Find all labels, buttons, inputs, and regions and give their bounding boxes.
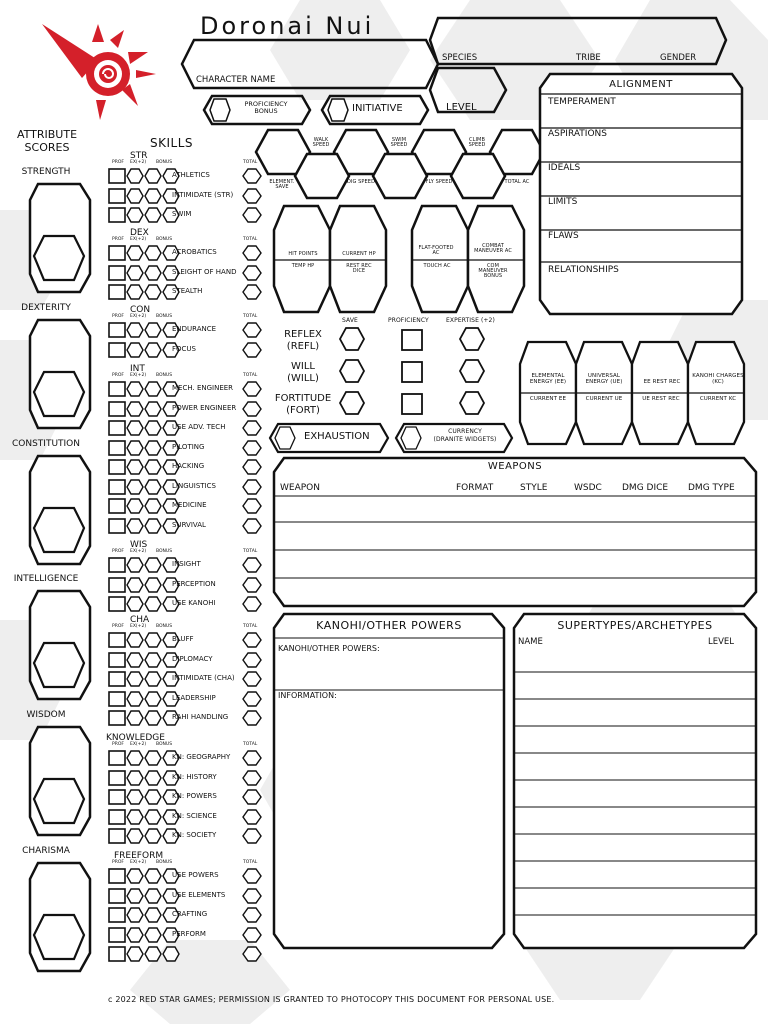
- sheet-title: Doronai Nui: [200, 12, 375, 40]
- skill-label: PERFORM: [172, 929, 206, 938]
- skill-group-0: STR: [130, 151, 148, 161]
- skill-label: KN: SCIENCE: [172, 811, 217, 820]
- skill-label: USE POWERS: [172, 871, 219, 879]
- skill-label: ATHLETICS: [172, 171, 210, 179]
- skill-col-col_ex-5: EX(+2): [130, 624, 147, 629]
- information-label: INFORMATION:: [278, 691, 337, 700]
- weapon-col-5: DMG TYPE: [688, 483, 735, 493]
- skill-col-col_prof-7: PROF: [112, 860, 124, 865]
- temp-hp-label: TEMP HP: [291, 263, 315, 269]
- energy-hexes: [518, 340, 750, 448]
- touch-ac-label: TOUCH AC: [423, 263, 451, 269]
- skill-label: PERCEPTION: [172, 579, 216, 588]
- skill-col-total-0: TOTAL: [243, 160, 258, 165]
- attribute-label-2: CONSTITUTION: [11, 439, 81, 449]
- skill-col-total-7: TOTAL: [243, 860, 258, 865]
- reflex-abbr: (REFL): [286, 341, 320, 352]
- skill-group-1: DEX: [130, 228, 149, 238]
- attribute-score-box-3[interactable]: [28, 589, 92, 701]
- speed-hexes: [254, 124, 544, 204]
- skill-group-6: KNOWLEDGE: [106, 733, 165, 743]
- alignment-item-5[interactable]: RELATIONSHIPS: [548, 265, 619, 275]
- attribute-label-3: INTELLIGENCE: [13, 574, 79, 584]
- skill-col-col_ex-2: EX(+2): [130, 314, 147, 319]
- currency-label: CURRENCY: [448, 428, 482, 435]
- skill-col-total-5: TOTAL: [243, 624, 258, 629]
- gender-label: GENDER: [660, 53, 697, 63]
- attribute-score-box-0[interactable]: [28, 182, 92, 294]
- skill-col-col_bonus-7: BONUS: [156, 860, 173, 865]
- supertypes-name-col: NAME: [518, 637, 543, 647]
- kanohi-frame: [272, 612, 506, 950]
- will-label: WILL: [291, 361, 315, 372]
- skill-label: SWIM: [172, 210, 192, 218]
- alignment-item-1[interactable]: ASPIRATIONS: [548, 129, 607, 139]
- skill-group-4: WIS: [130, 540, 148, 550]
- fortitude-label: FORTITUDE: [274, 393, 332, 404]
- weapon-col-2: STYLE: [520, 483, 548, 493]
- skill-label: MECH. ENGINEER: [172, 384, 234, 392]
- skill-label: KN: SOCIETY: [172, 831, 217, 839]
- skill-col-col_ex-1: EX(+2): [130, 237, 147, 242]
- kc-label: KANOHI CHARGES (KC): [692, 373, 744, 385]
- combat-hexes: [272, 204, 542, 316]
- weapons-frame: [272, 456, 758, 608]
- weapon-col-3: WSDC: [574, 483, 602, 493]
- rest-rec-dice-label: REST REC DICE: [346, 263, 372, 274]
- skill-col-col_ex-7: EX(+2): [130, 860, 147, 865]
- element-save-label: ELEMENT. SAVE: [269, 179, 295, 190]
- skills-heading: SKILLS: [150, 136, 194, 150]
- skill-label: DIPLOMACY: [172, 654, 213, 663]
- skill-label: LINGUISTICS: [172, 481, 216, 490]
- attribute-score-box-1[interactable]: [28, 318, 92, 430]
- skill-col-col_ex-0: EX(+2): [130, 160, 147, 165]
- alignment-item-2[interactable]: IDEALS: [548, 163, 581, 173]
- attribute-label-5: CHARISMA: [22, 846, 70, 856]
- expertise-col-label: EXPERTISE (+2): [446, 317, 495, 324]
- current-kc-label: CURRENT KC: [699, 396, 737, 402]
- skill-label: INTIMIDATE (CHA): [172, 674, 235, 682]
- skill-label: FOCUS: [172, 344, 196, 353]
- skill-label: INTIMIDATE (STR): [172, 190, 234, 199]
- supertypes-frame: [512, 612, 758, 950]
- currency-sub-label: (DRANITE WIDGETS): [433, 436, 497, 443]
- ee-rest-label: EE REST REC: [643, 379, 681, 385]
- combat-maneuver-ac-label: COMBAT MANEUVER AC: [474, 243, 512, 254]
- climb-speed-label: CLIMB SPEED: [468, 137, 486, 148]
- skill-col-total-2: TOTAL: [243, 314, 258, 319]
- skill-col-col_bonus-1: BONUS: [156, 237, 173, 242]
- skill-label: STEALTH: [172, 287, 203, 295]
- dig-speed-label: DIG SPEED: [346, 179, 376, 185]
- footer-copyright: c 2022 RED STAR GAMES; PERMISSION IS GRANTED TO PHOTOCOPY THIS DOCUMENT FOR PERSONAL USE.: [108, 995, 555, 1004]
- skill-col-col_ex-6: EX(+2): [130, 742, 147, 747]
- skill-col-col_prof-3: PROF: [112, 373, 124, 378]
- skill-group-3: INT: [130, 364, 145, 374]
- attribute-label-1: DEXTERITY: [21, 303, 71, 313]
- skill-label: KN: GEOGRAPHY: [172, 753, 231, 761]
- skill-label: KN: POWERS: [172, 792, 217, 800]
- skill-col-col_ex-4: EX(+2): [130, 549, 147, 554]
- skill-col-col_bonus-0: BONUS: [156, 160, 173, 165]
- supertypes-heading: SUPERTYPES/ARCHETYPES: [557, 619, 713, 632]
- weapons-heading: WEAPONS: [487, 461, 543, 472]
- save-hexes: [338, 326, 488, 418]
- skill-label: USE ADV. TECH: [172, 423, 226, 431]
- attribute-label-4: WISDOM: [26, 710, 66, 720]
- skill-label: RAHI HANDLING: [172, 713, 229, 721]
- skill-col-col_prof-5: PROF: [112, 624, 124, 629]
- level-label: LEVEL: [446, 102, 477, 113]
- skill-label: SURVIVAL: [172, 520, 206, 529]
- attribute-label-0: STRENGTH: [21, 167, 71, 177]
- skill-col-total-4: TOTAL: [243, 549, 258, 554]
- skill-col-col_ex-3: EX(+2): [130, 373, 147, 378]
- weapon-col-1: FORMAT: [456, 483, 494, 493]
- skill-group-5: CHA: [130, 615, 150, 625]
- skill-col-col_bonus-5: BONUS: [156, 624, 173, 629]
- weapon-col-4: DMG DICE: [622, 483, 669, 493]
- ee-label: ELEMENTAL ENERGY (EE): [529, 373, 567, 385]
- skill-label: CRAFTING: [172, 910, 208, 918]
- skill-label: ACROBATICS: [172, 248, 217, 256]
- proficiency-col-label: PROFICIENCY: [388, 317, 429, 324]
- attribute-scores-heading: ATTRIBUTE SCORES: [16, 128, 78, 155]
- skill-label: USE ELEMENTS: [172, 890, 226, 899]
- attribute-score-box-5[interactable]: [28, 861, 92, 973]
- skill-col-col_prof-2: PROF: [112, 314, 124, 319]
- total-ac-label: TOTAL AC: [504, 179, 530, 185]
- save-col-label: SAVE: [342, 317, 358, 324]
- alignment-item-0[interactable]: TEMPERAMENT: [548, 97, 616, 107]
- character-name-label: CHARACTER NAME: [196, 75, 276, 85]
- skill-label: MEDICINE: [172, 501, 207, 509]
- exhaustion-label: EXHAUSTION: [304, 431, 370, 442]
- ue-label: UNIVERSAL ENERGY (UE): [585, 373, 623, 385]
- skill-col-total-1: TOTAL: [243, 237, 258, 242]
- cm-bonus-label: COM MANEUVER BONUS: [478, 263, 508, 279]
- skill-col-col_prof-6: PROF: [112, 742, 124, 747]
- skill-label: INSIGHT: [172, 560, 201, 568]
- skill-group-2: CON: [130, 305, 151, 315]
- flat-footed-ac-label: FLAT-FOOTED AC: [418, 245, 454, 256]
- supertypes-level-col: LEVEL: [708, 637, 735, 647]
- alignment-item-4[interactable]: FLAWS: [548, 231, 579, 241]
- attribute-score-box-4[interactable]: [28, 725, 92, 837]
- skill-group-7: FREEFORM: [114, 851, 164, 861]
- skill-label: BLUFF: [172, 635, 194, 643]
- walk-speed-label: WALK SPEED: [312, 137, 330, 148]
- attribute-score-box-2[interactable]: [28, 454, 92, 566]
- alignment-item-3[interactable]: LIMITS: [548, 197, 578, 207]
- current-hp-label: CURRENT HP: [342, 251, 376, 257]
- skill-col-col_bonus-4: BONUS: [156, 549, 173, 554]
- skill-label: POWER ENGINEER: [172, 403, 237, 412]
- kanohi-heading: KANOHI/OTHER POWERS: [316, 619, 462, 632]
- ue-rest-label: UE REST REC: [642, 396, 680, 402]
- fortitude-abbr: (FORT): [286, 405, 320, 416]
- skill-label: SLEIGHT OF HAND: [172, 267, 237, 276]
- skill-label: LEADERSHIP: [172, 693, 216, 702]
- species-label: SPECIES: [442, 53, 478, 63]
- skill-label: PILOTING: [172, 442, 205, 451]
- red-star-logo-icon: [38, 20, 162, 124]
- kanohi-powers-label: KANOHI/OTHER POWERS:: [278, 644, 380, 653]
- skill-col-col_bonus-3: BONUS: [156, 373, 173, 378]
- skill-label: HACKING: [172, 462, 205, 470]
- weapon-col-0: WEAPON: [280, 483, 320, 493]
- reflex-label: REFLEX: [284, 329, 322, 340]
- skill-col-col_prof-4: PROF: [112, 549, 124, 554]
- current-ee-label: CURRENT EE: [529, 396, 567, 402]
- tribe-label: TRIBE: [576, 53, 601, 63]
- hit-points-label: HIT POINTS: [288, 251, 318, 257]
- skill-row-boxes[interactable]: [106, 945, 266, 963]
- proficiency-bonus-label: PROFICIENCY BONUS: [244, 100, 288, 116]
- skill-col-col_prof-0: PROF: [112, 160, 124, 165]
- skill-col-col_bonus-2: BONUS: [156, 314, 173, 319]
- alignment-frame: [538, 72, 744, 316]
- skill-label: USE KANOHI: [172, 599, 216, 607]
- skill-col-col_prof-1: PROF: [112, 237, 124, 242]
- alignment-heading: ALIGNMENT: [609, 79, 673, 90]
- skill-col-total-3: TOTAL: [243, 373, 258, 378]
- skill-col-total-6: TOTAL: [243, 742, 258, 747]
- fly-speed-label: FLY SPEED: [425, 179, 453, 185]
- will-abbr: (WILL): [287, 373, 319, 384]
- current-ue-label: CURRENT UE: [585, 396, 623, 402]
- skill-label: KN: HISTORY: [172, 772, 217, 781]
- skill-label: ENDURANCE: [172, 325, 217, 333]
- swim-speed-label: SWIM SPEED: [390, 137, 408, 148]
- skill-col-col_bonus-6: BONUS: [156, 742, 173, 747]
- initiative-label: INITIATIVE: [352, 103, 403, 114]
